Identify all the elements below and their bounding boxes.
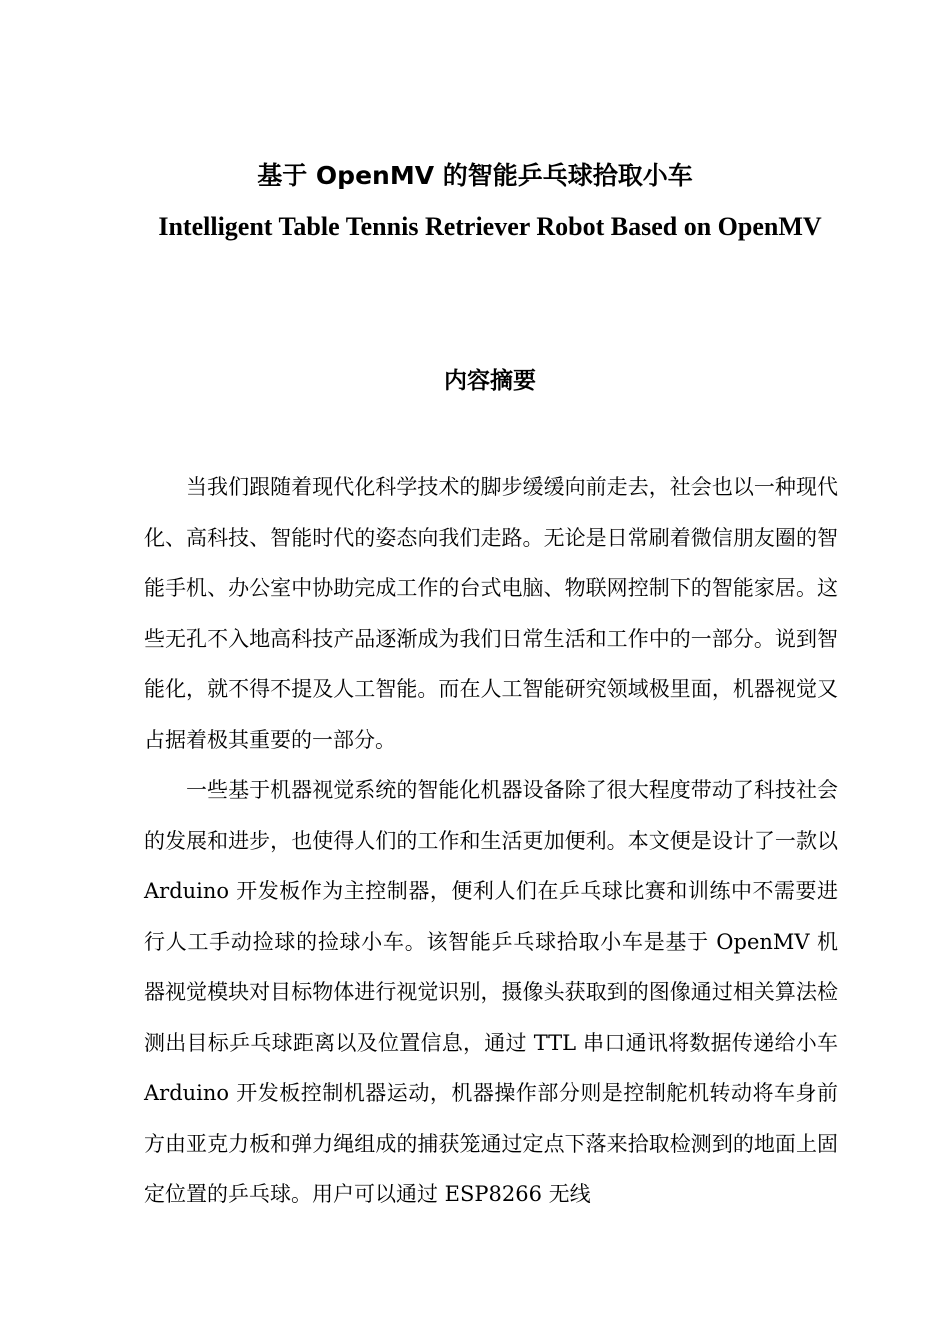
english-title: Intelligent Table Tennis Retriever Robot Based on OpenMV — [158, 212, 822, 241]
chinese-title: 基于 OpenMV 的智能乒乓球拾取小车 — [257, 161, 693, 190]
abstract-heading: 内容摘要 — [444, 368, 536, 394]
abstract-body — [144, 462, 838, 1220]
abstract-paragraph-1: 当我们跟随着现代化科学技术的脚步缓缓向前走去，社会也以一种现代化、高科技、智能时代的姿态向我们走路。无论是日常刷着微信朋友圈的智能手机、办公室中协助完成工作的台式电脑、物联网控制下的智能家居。这些无孔不入地高科技产品逐渐成为我们日常生活和工作中的一部分。说到智能化，就不得不提及人工智能。而在人工智能研究领域极里面，机器视觉又占据着极其重要的一部分。 — [144, 475, 838, 752]
abstract-paragraph-2: 一些基于机器视觉系统的智能化机器设备除了很大程度带动了科技社会的发展和进步，也使得人们的工作和生活更加便利。本文便是设计了一款以 Arduino 开发板作为主控制器，便利人们在乒乓球比赛和训练中不需要进行人工手动捡球的捡球小车。该智能乒乓球拾取小车是基于 OpenMV 机器视觉模块对目标物体进行视觉识别，摄像头获取到的图像通过相关算法检测出目标乒乓球距离以及位置信息，通过 TTL 串口通讯将数据传递给小车 Arduino 开发板控制机器运动，机器操作部分则是控制舵机转动将车身前方由亚克力板和弹力绳组成的捕获笼通过定点下落来拾取检测到的地面上固定位置的乒乓球。用户可以通过 ESP8266 无线 — [144, 778, 838, 1206]
